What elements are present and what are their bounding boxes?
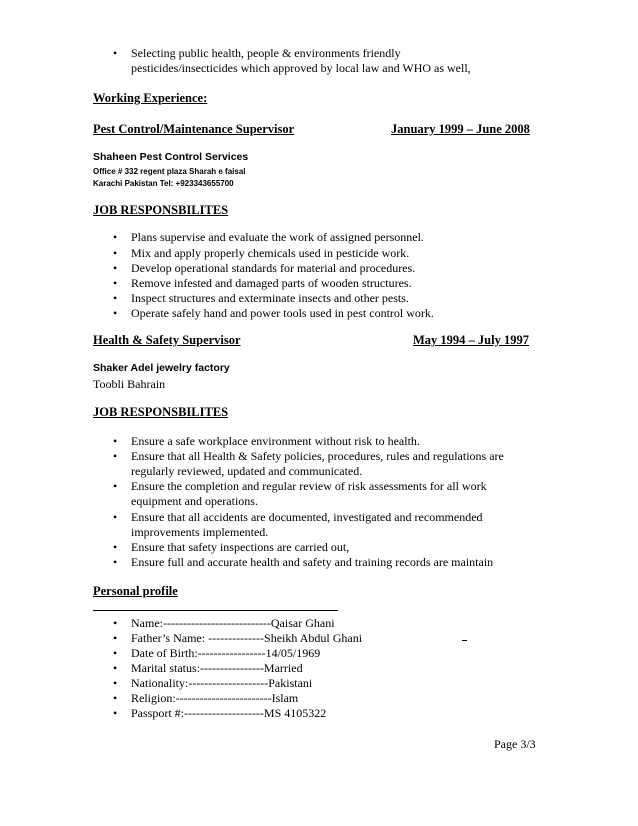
job1-title: Pest Control/Maintenance Supervisor (93, 122, 295, 136)
job1-address-line1: Office # 332 regent plaza Sharah e faisal (93, 167, 246, 176)
job2-responsibilities-heading: JOB RESPONSBILITES (93, 405, 229, 419)
list-item: • Ensure a safe workplace environment without risk to health. (131, 434, 420, 449)
list-item: • Ensure that all Health & Safety policies, procedures, rules and regulations are (131, 449, 504, 464)
list-item: • Ensure that all accidents are documented, investigated and recommended (131, 510, 483, 525)
list-item: • Date of Birth:-----------------14/05/1969 (131, 646, 320, 661)
list-item: • Passport #:--------------------MS 4105322 (131, 706, 326, 721)
divider (93, 610, 338, 611)
list-item: • Operate safely hand and power tools used in pest control work. (131, 306, 434, 321)
personal-profile-heading: Personal profile (93, 584, 178, 598)
list-item-continuation: improvements implemented. (131, 525, 269, 539)
list-item-continuation: regularly reviewed, updated and communicated. (131, 464, 363, 478)
job1-responsibilities-heading: JOB RESPONSBILITES (93, 203, 229, 217)
list-item: • Remove infested and damaged parts of wooden structures. (131, 276, 412, 291)
list-item: • Marital status:----------------Married (131, 661, 303, 676)
working-experience-heading: Working Experience: (93, 91, 208, 105)
intro-bullet-line1: Selecting public health, people & environments friendly (131, 46, 401, 60)
list-item: • Plans supervise and evaluate the work of assigned personnel. (131, 230, 424, 245)
job2-location: Toobli Bahrain (93, 377, 166, 391)
list-item: • Nationality:--------------------Pakistani (131, 676, 312, 691)
list-item: • Develop operational standards for material and procedures. (131, 261, 415, 276)
job2-company: Shaker Adel jewelry factory (93, 362, 230, 374)
intro-bullet-line2: pesticides/insecticides which approved by local law and WHO as well, (131, 61, 471, 75)
list-item: • Ensure that safety inspections are carried out, (131, 540, 349, 555)
list-item: • Name:---------------------------Qaisar Ghani (131, 616, 335, 631)
job1-company: Shaheen Pest Control Services (93, 151, 249, 163)
job2-dates: May 1994 – July 1997 (413, 333, 529, 347)
list-item: • Father’s Name: --------------Sheikh Abdul Ghani (131, 631, 362, 646)
list-item: • Religion:------------------------Islam (131, 691, 298, 706)
page-number: Page 3/3 (494, 737, 536, 751)
job2-title: Health & Safety Supervisor (93, 333, 241, 347)
list-item: • Ensure full and accurate health and safety and training records are maintain (131, 555, 493, 570)
job1-dates: January 1999 – June 2008 (391, 122, 530, 136)
job1-address-line2: Karachi Pakistan Tel: +923343655700 (93, 179, 234, 188)
list-item: • Inspect structures and exterminate insects and other pests. (131, 291, 409, 306)
list-item (131, 46, 401, 61)
stray-dash-mark (462, 640, 467, 641)
list-item-continuation: equipment and operations. (131, 494, 258, 508)
list-item: • Mix and apply properly chemicals used in pesticide work. (131, 246, 409, 261)
list-item: • Ensure the completion and regular review of risk assessments for all work (131, 479, 487, 494)
